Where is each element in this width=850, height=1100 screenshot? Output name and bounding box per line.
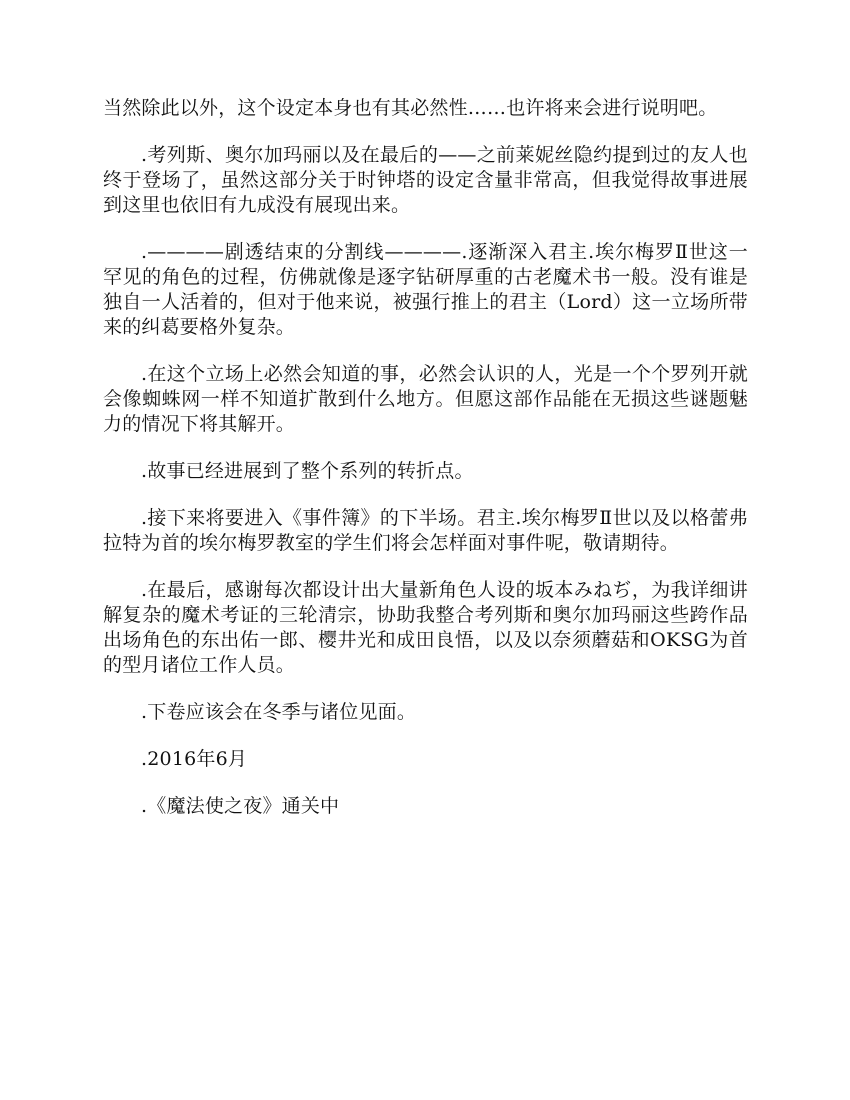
paragraph-3: .————剧透结束的分割线————.逐渐深入君主.埃尔梅罗Ⅱ世这一罕见的角色的过程，仿佛就像是逐字钻研厚重的古老魔术书一般。没有谁是独自一人活着的，但对于他来说，被强行推上的君主（Lord）这一立场所带来的纠葛要格外复杂。 <box>103 241 748 338</box>
paragraph-4: .在这个立场上必然会知道的事，必然会认识的人，光是一个个罗列开就会像蜘蛛网一样不知道扩散到什么地方。但愿这部作品能在无损这些谜题魅力的情况下将其解开。 <box>103 363 748 435</box>
document-body <box>103 96 748 841</box>
closing-line: .《魔法使之夜》通关中 <box>141 795 340 817</box>
paragraph-7: .在最后，感谢每次都设计出大量新角色人设的坂本みねぢ，为我详细讲解复杂的魔术考证的三轮清宗，协助我整合考列斯和奥尔加玛丽这些跨作品出场角色的东出佑一郎、樱井光和成田良悟，以及以奈须蘑菇和OKSG为首的型月诸位工作人员。 <box>103 579 748 676</box>
paragraph-6: .接下来将要进入《事件簿》的下半场。君主.埃尔梅罗Ⅱ世以及以格蕾弗拉特为首的埃尔梅罗教室的学生们将会怎样面对事件呢，敬请期待。 <box>103 507 748 554</box>
paragraph-5: .故事已经进展到了整个系列的转折点。 <box>141 460 474 482</box>
paragraph-8: .下卷应该会在冬季与诸位见面。 <box>141 701 417 723</box>
date-line: .2016年6月 <box>141 748 248 770</box>
paragraph-1: 当然除此以外，这个设定本身也有其必然性……也许将来会进行说明吧。 <box>103 97 718 119</box>
paragraph-2: .考列斯、奥尔加玛丽以及在最后的——之前莱妮丝隐约提到过的友人也终于登场了，虽然这部分关于时钟塔的设定含量非常高，但我觉得故事进展到这里也依旧有九成没有展现出来。 <box>103 144 748 216</box>
